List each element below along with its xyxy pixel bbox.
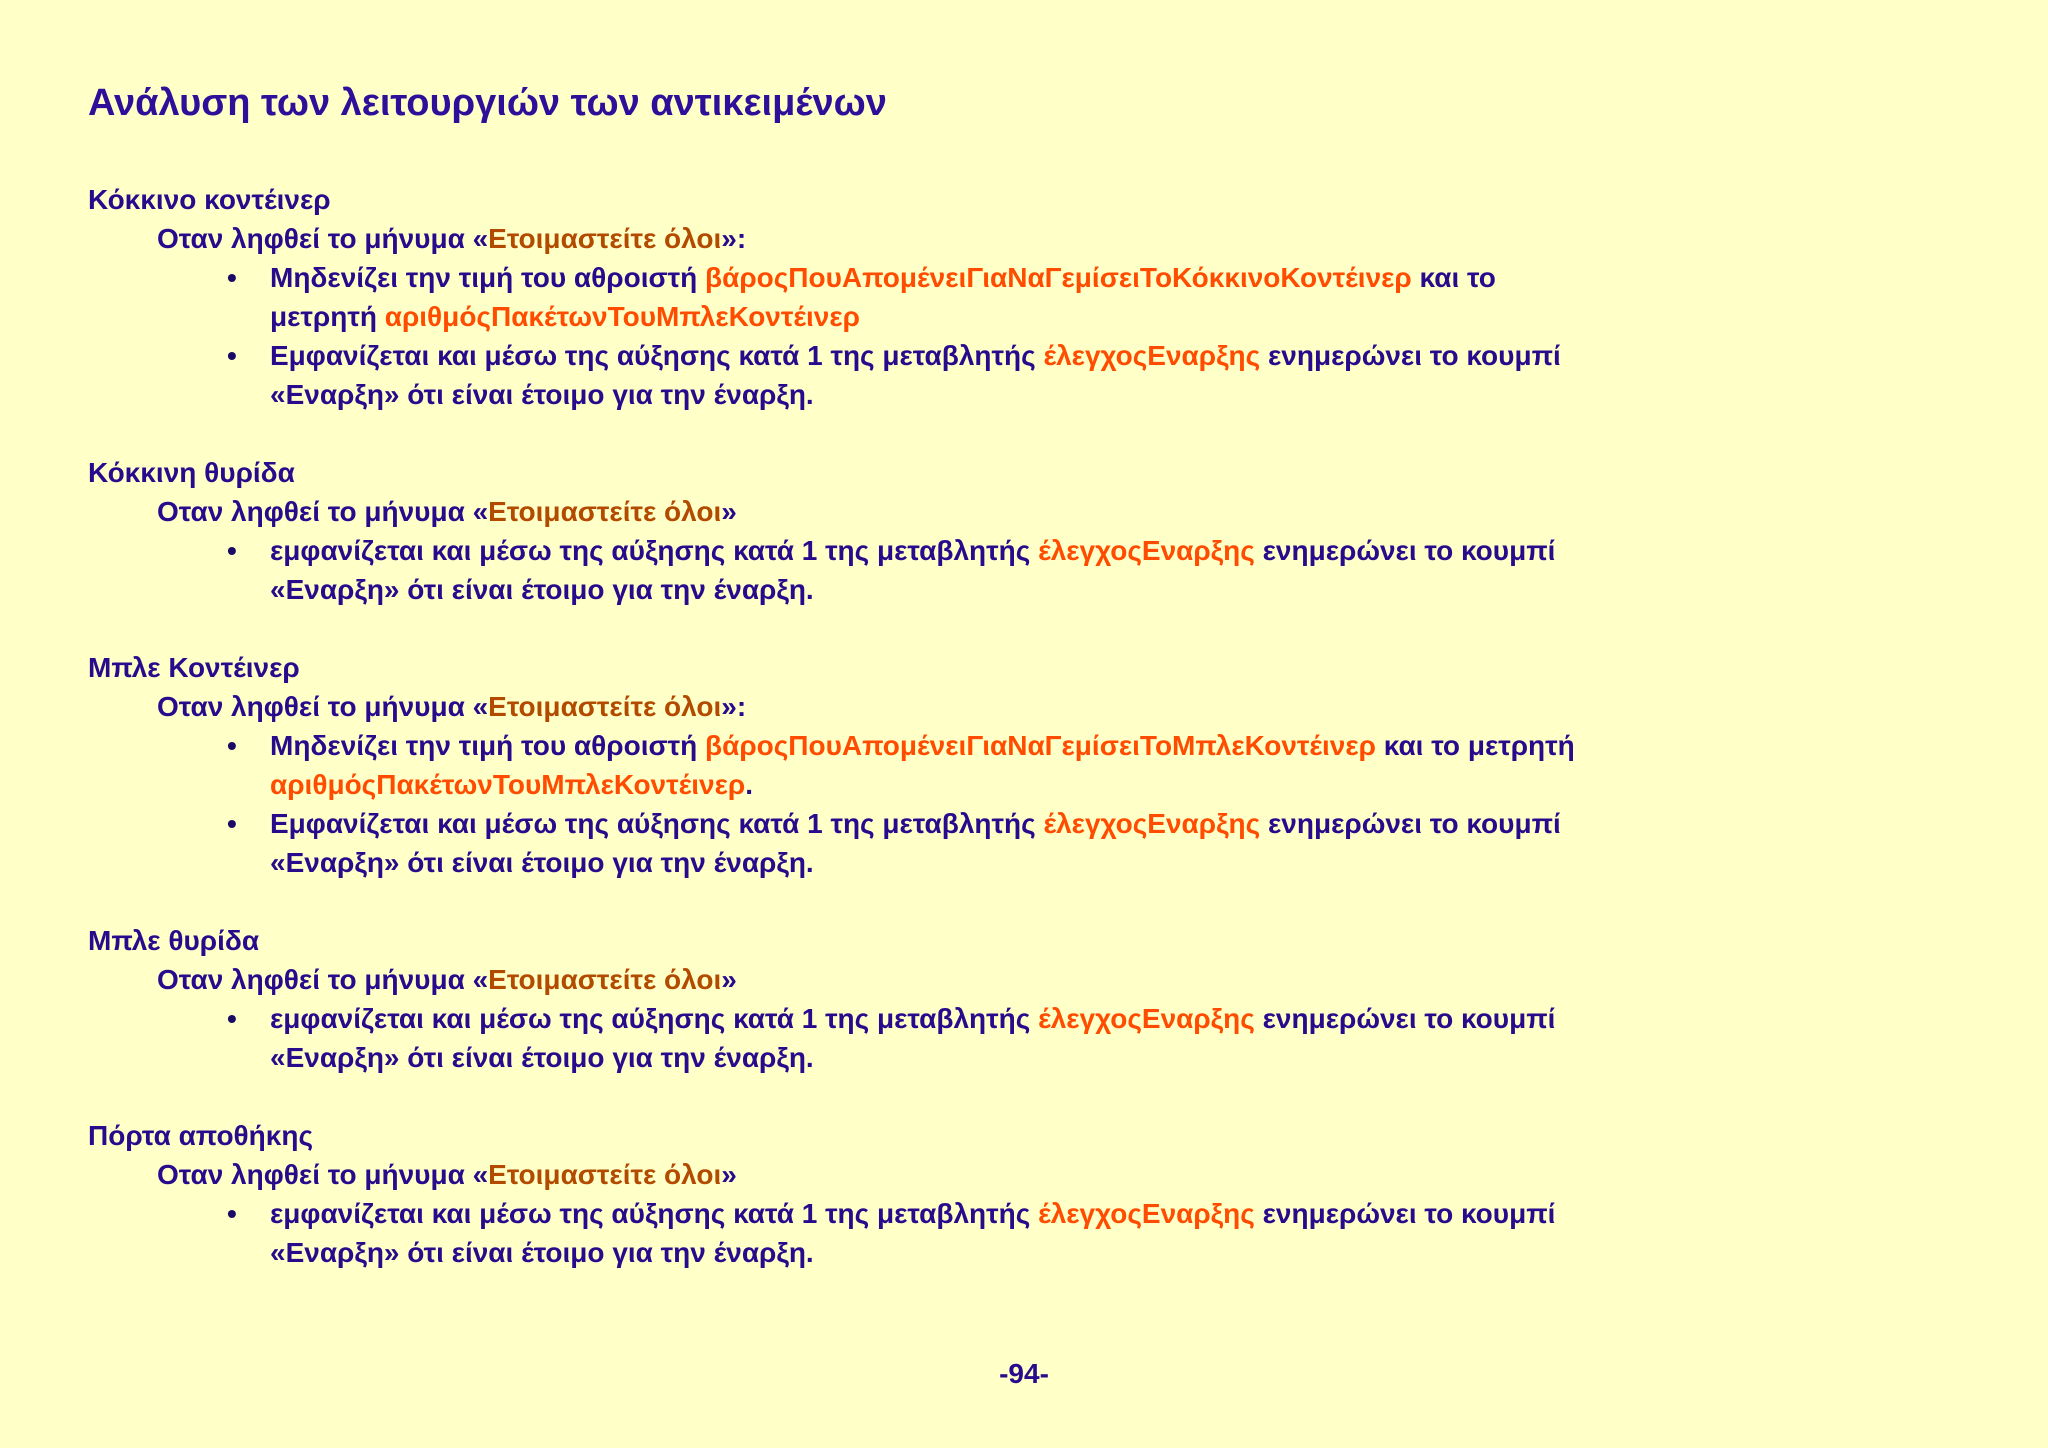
bullet-list [88,258,1948,414]
text-fragment: εμφανίζεται και μέσω της αύξησης κατά 1 της μεταβλητής [270,1003,1039,1034]
trigger-prefix: Οταν ληφθεί το μήνυμα « [157,496,489,527]
text-fragment: ενημερώνει το κουμπί «Εναρξη» ότι είναι έτοιμο για την έναρξη. [270,1198,1556,1268]
trigger-suffix: »: [721,223,747,254]
section-blue-hatch [88,921,1948,1077]
message-name: Ετοιμαστείτε όλοι [488,691,722,722]
section-title: Κόκκινη θυρίδα [88,457,295,488]
section-title: Κόκκινο κοντέινερ [88,184,331,215]
variable-name: έλεγχοςΕναρξης [1038,1198,1255,1229]
bullet-list [88,726,1948,882]
variable-name: βάροςΠουΑπομένειΓιαΝαΓεμίσειΤοΜπλεΚοντέινερ [705,730,1376,761]
section-warehouse-door [88,1116,1948,1272]
list-item [270,258,1610,336]
variable-name: βάροςΠουΑπομένειΓιαΝαΓεμίσειΤοΚόκκινοΚοντέινερ [705,262,1412,293]
section-title: Μπλε Κοντέινερ [88,652,300,683]
variable-name: αριθμόςΠακέτωνΤουΜπλεΚοντέινερ [270,769,746,800]
variable-name: έλεγχοςΕναρξης [1038,535,1255,566]
list-item [270,336,1610,414]
text-fragment: εμφανίζεται και μέσω της αύξησης κατά 1 της μεταβλητής [270,1198,1039,1229]
list-item [270,804,1610,882]
document-body [88,180,1948,1311]
trigger-prefix: Οταν ληφθεί το μήνυμα « [157,1159,489,1190]
text-fragment: ενημερώνει το κουμπί «Εναρξη» ότι είναι έτοιμο για την έναρξη. [270,340,1561,410]
trigger-suffix: » [721,964,737,995]
text-fragment: Μηδενίζει την τιμή του αθροιστή [270,262,706,293]
page-number: -94- [999,1358,1049,1389]
text-fragment: Εμφανίζεται και μέσω της αύξησης κατά 1 της μεταβλητής [270,340,1044,371]
text-fragment: . [745,769,754,800]
variable-name: έλεγχοςΕναρξης [1038,1003,1255,1034]
bullet-list [88,999,1948,1077]
section-blue-container [88,648,1948,882]
variable-name: έλεγχοςΕναρξης [1043,808,1261,839]
section-title: Πόρτα αποθήκης [88,1120,314,1151]
text-fragment: και το μετρητή [270,262,1496,332]
trigger-prefix: Οταν ληφθεί το μήνυμα « [157,691,489,722]
list-item [270,1194,1610,1272]
trigger-prefix: Οταν ληφθεί το μήνυμα « [157,223,489,254]
trigger-line [88,219,1948,258]
list-item [270,726,1610,804]
section-red-hatch [88,453,1948,609]
trigger-line [88,687,1948,726]
message-name: Ετοιμαστείτε όλοι [488,964,722,995]
message-name: Ετοιμαστείτε όλοι [488,1159,722,1190]
list-item [270,531,1610,609]
trigger-suffix: » [721,1159,737,1190]
section-title: Μπλε θυρίδα [88,925,260,956]
text-fragment: ενημερώνει το κουμπί «Εναρξη» ότι είναι έτοιμο για την έναρξη. [270,808,1561,878]
variable-name: αριθμόςΠακέτωνΤουΜπλεΚοντέινερ [384,301,860,332]
message-name: Ετοιμαστείτε όλοι [488,496,722,527]
text-fragment: εμφανίζεται και μέσω της αύξησης κατά 1 της μεταβλητής [270,535,1039,566]
text-fragment: ενημερώνει το κουμπί «Εναρξη» ότι είναι έτοιμο για την έναρξη. [270,535,1556,605]
message-name: Ετοιμαστείτε όλοι [488,223,722,254]
list-item [270,999,1610,1077]
trigger-line [88,1155,1948,1194]
trigger-line [88,960,1948,999]
text-fragment: ενημερώνει το κουμπί «Εναρξη» ότι είναι έτοιμο για την έναρξη. [270,1003,1556,1073]
variable-name: έλεγχοςΕναρξης [1043,340,1261,371]
trigger-suffix: » [721,496,737,527]
trigger-line [88,492,1948,531]
page-title: Ανάλυση των λειτουργιών των αντικειμένων [88,82,887,124]
bullet-list [88,531,1948,609]
text-fragment: Εμφανίζεται και μέσω της αύξησης κατά 1 της μεταβλητής [270,808,1044,839]
trigger-suffix: »: [721,691,747,722]
bullet-list [88,1194,1948,1272]
text-fragment: και το μετρητή [1375,730,1575,761]
trigger-prefix: Οταν ληφθεί το μήνυμα « [157,964,489,995]
text-fragment: Μηδενίζει την τιμή του αθροιστή [270,730,706,761]
section-red-container [88,180,1948,414]
